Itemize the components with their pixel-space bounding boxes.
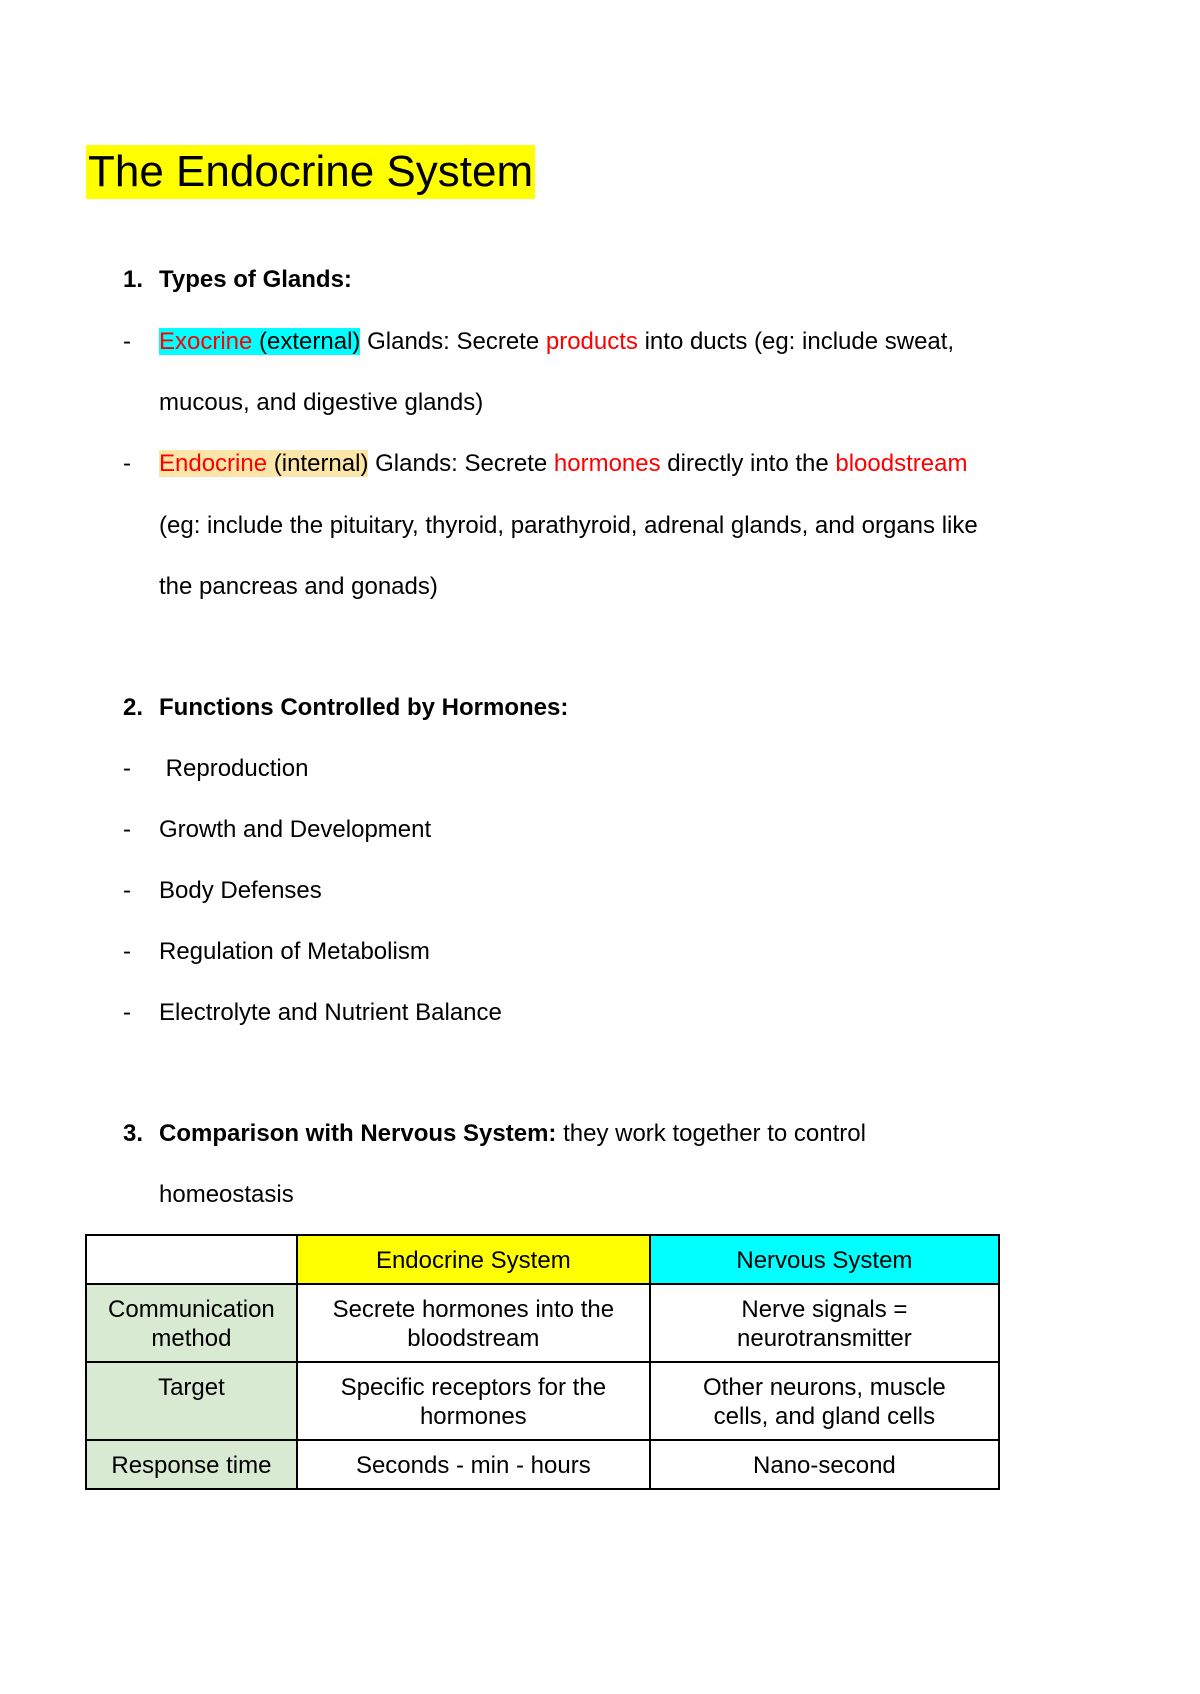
cell-nervous bbox=[650, 1284, 999, 1362]
table-row bbox=[86, 1440, 999, 1489]
cell-line: cells, and gland cells bbox=[713, 1403, 936, 1430]
section-number: 3. bbox=[123, 1120, 144, 1147]
cell-line: neurotransmitter bbox=[737, 1325, 912, 1352]
exocrine-line-2: mucous, and digestive glands) bbox=[159, 389, 484, 416]
endocrine-highlight bbox=[159, 450, 368, 477]
cell-line: hormones bbox=[419, 1403, 527, 1430]
cell-endocrine bbox=[297, 1440, 650, 1489]
exocrine-highlight bbox=[159, 328, 360, 355]
cell-line: Seconds - min - hours bbox=[355, 1452, 591, 1479]
cell-endocrine bbox=[297, 1362, 650, 1440]
section-3-description: they work together to control bbox=[556, 1120, 866, 1147]
page-title: The Endocrine System bbox=[86, 145, 535, 199]
cell-nervous bbox=[650, 1440, 999, 1489]
cell-endocrine bbox=[297, 1284, 650, 1362]
cell-line: Specific receptors for the bbox=[340, 1374, 607, 1401]
bullet-dash: - bbox=[123, 877, 131, 904]
exocrine-keyword: products bbox=[545, 328, 638, 355]
table-header-row bbox=[86, 1235, 999, 1284]
bullet-dash: - bbox=[123, 999, 131, 1026]
exocrine-term: Exocrine bbox=[159, 328, 253, 355]
table-row bbox=[86, 1284, 999, 1362]
function-item-text: Growth and Development bbox=[159, 816, 432, 843]
endocrine-keyword-bloodstream: bloodstream bbox=[835, 450, 968, 477]
cell-line: Nerve signals = bbox=[741, 1296, 908, 1323]
function-item-text: Reproduction bbox=[159, 755, 309, 782]
cell-line: method bbox=[151, 1325, 232, 1352]
endocrine-line-3: the pancreas and gonads) bbox=[159, 573, 438, 600]
cell-line: bloodstream bbox=[407, 1325, 540, 1352]
bullet-dash: - bbox=[123, 938, 131, 965]
cell-line: Other neurons, muscle bbox=[703, 1374, 946, 1401]
cell-line: Secrete hormones into the bbox=[332, 1296, 615, 1323]
section-number: 2. bbox=[123, 694, 144, 721]
exocrine-text-1: Glands: Secrete bbox=[360, 328, 546, 355]
section-3-line-2: homeostasis bbox=[159, 1181, 294, 1208]
bullet-dash: - bbox=[123, 328, 131, 355]
endocrine-text-2: directly into the bbox=[660, 450, 836, 477]
bullet-dash: - bbox=[123, 816, 131, 843]
cell-line: Response time bbox=[111, 1452, 272, 1479]
section-heading-text: Comparison with Nervous System: bbox=[159, 1120, 557, 1147]
table-header-nervous: Nervous System bbox=[650, 1235, 999, 1284]
section-heading-text: Types of Glands: bbox=[159, 266, 352, 293]
cell-line: Target bbox=[158, 1374, 225, 1401]
function-item-text: Body Defenses bbox=[159, 877, 322, 904]
cell-nervous bbox=[650, 1362, 999, 1440]
endocrine-line-2: (eg: include the pituitary, thyroid, parathyroid, adrenal glands, and organs like bbox=[159, 512, 978, 539]
exocrine-text-2: into ducts (eg: include sweat, bbox=[637, 328, 955, 355]
exocrine-qualifier: (external) bbox=[259, 328, 361, 355]
comparison-table bbox=[85, 1234, 1000, 1490]
bullet-dash: - bbox=[123, 755, 131, 782]
endocrine-qualifier: (internal) bbox=[273, 450, 369, 477]
function-item-text: Regulation of Metabolism bbox=[159, 938, 430, 965]
row-label-communication bbox=[86, 1284, 297, 1362]
endocrine-term: Endocrine bbox=[159, 450, 268, 477]
endocrine-text bbox=[159, 449, 967, 479]
function-item-text: Electrolyte and Nutrient Balance bbox=[159, 999, 502, 1026]
table-row bbox=[86, 1362, 999, 1440]
table-header-endocrine: Endocrine System bbox=[297, 1235, 650, 1284]
row-label-response-time bbox=[86, 1440, 297, 1489]
row-label-target bbox=[86, 1362, 297, 1440]
endocrine-text-1: Glands: Secrete bbox=[368, 450, 554, 477]
section-3-text bbox=[159, 1119, 866, 1149]
exocrine-text bbox=[159, 327, 954, 357]
cell-line: Communication bbox=[108, 1296, 275, 1323]
section-heading-text: Functions Controlled by Hormones: bbox=[159, 694, 569, 721]
section-number: 1. bbox=[123, 266, 144, 293]
bullet-dash: - bbox=[123, 450, 131, 477]
endocrine-keyword-hormones: hormones bbox=[553, 450, 661, 477]
cell-line: Nano-second bbox=[753, 1452, 896, 1479]
table-header-empty bbox=[86, 1235, 297, 1284]
